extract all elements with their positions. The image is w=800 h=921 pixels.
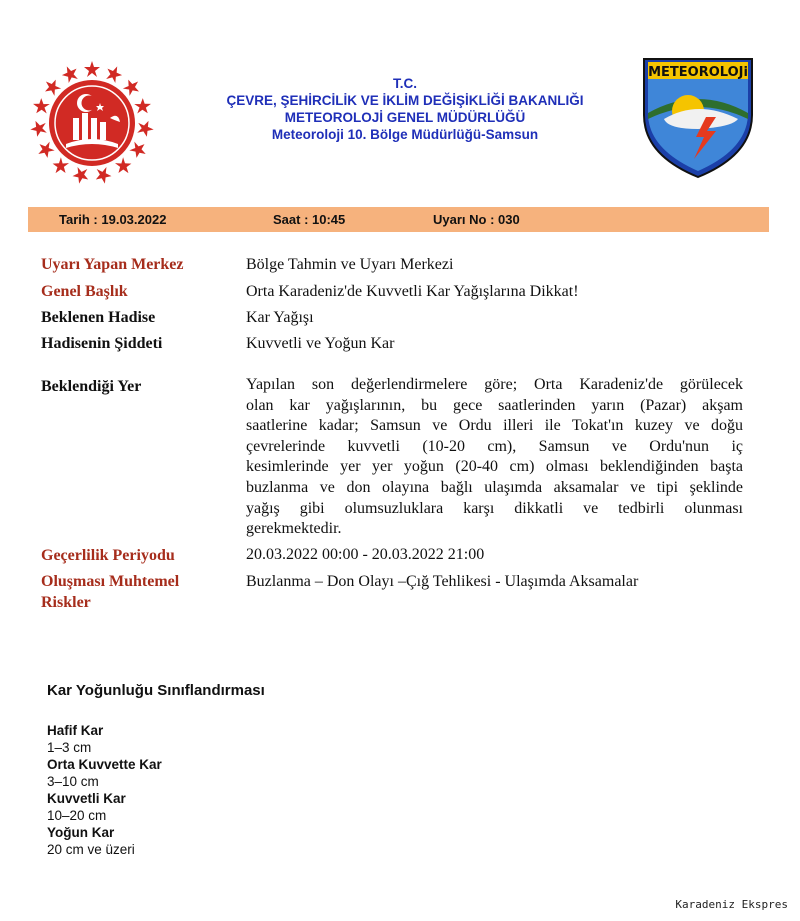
place-label: Beklendiği Yer xyxy=(41,378,142,395)
event-label: Beklenen Hadise xyxy=(41,309,156,326)
event-value: Kar Yağışı xyxy=(246,309,314,326)
place-line: Yapılan son değerlendirmelere göre; Orta Karadeniz'de görülecek xyxy=(246,376,743,393)
risks-label-line1: Oluşması Muhtemel xyxy=(41,573,180,590)
source-credit: Karadeniz Ekspres xyxy=(675,898,788,911)
place-line: çevrelerinde kuvvetli (10-20 cm), Samsun ve Ordu'nun iç xyxy=(246,437,743,455)
center-value: Bölge Tahmin ve Uyarı Merkezi xyxy=(246,256,454,273)
title-label: Genel Başlık xyxy=(41,283,128,300)
warning-time: Saat : 10:45 xyxy=(273,212,346,227)
ministry-seal-icon xyxy=(28,58,156,188)
class-name: Orta Kuvvette Kar xyxy=(47,757,162,772)
class-name: Hafif Kar xyxy=(47,723,104,738)
class-range: 20 cm ve üzeri xyxy=(47,842,135,857)
header-titles xyxy=(190,75,620,143)
place-line: olan kar yağışlarının, bu gece saatlerinden yarın (Pazar) akşam xyxy=(246,396,743,414)
header-ministry: ÇEVRE, ŞEHİRCİLİK VE İKLİM DEĞİŞİKLİĞİ BAKANLIĞI xyxy=(226,93,584,108)
severity-label: Hadisenin Şiddeti xyxy=(41,335,163,352)
place-line: kesimlerinde yer yer yoğun (20-40 cm) olması beklendiğinden başta xyxy=(246,458,743,476)
place-line: saatlerine kadar; Samsun ve Ordu illeri ile Tokat'ın kuzey ve doğu xyxy=(246,417,743,435)
info-bar xyxy=(28,207,769,232)
validity-value: 20.03.2022 00:00 - 20.03.2022 21:00 xyxy=(246,546,485,563)
header-tc: T.C. xyxy=(392,76,417,91)
place-line: buzlanma ve don olayına bağlı ulaşımda aksamalar ve tipi şeklinde xyxy=(246,478,743,496)
class-name: Yoğun Kar xyxy=(47,825,115,840)
class-range: 3–10 cm xyxy=(47,774,99,789)
class-range: 10–20 cm xyxy=(47,808,107,823)
header-directorate: METEOROLOJİ GENEL MÜDÜRLÜĞÜ xyxy=(284,110,526,125)
header-regional: Meteoroloji 10. Bölge Müdürlüğü-Samsun xyxy=(271,127,539,142)
title-value: Orta Karadeniz'de Kuvvetli Kar Yağışlarına Dikkat! xyxy=(246,283,579,300)
warning-date: Tarih : 19.03.2022 xyxy=(59,212,167,227)
risks-label-line2: Riskler xyxy=(41,594,91,611)
classification-list xyxy=(47,722,162,858)
class-range: 1–3 cm xyxy=(47,740,92,755)
class-name: Kuvvetli Kar xyxy=(47,791,126,806)
logo-text: METEOROLOJi xyxy=(648,65,748,80)
risks-value: Buzlanma – Don Olayı –Çığ Tehlikesi - Ulaşımda Aksamalar xyxy=(246,573,639,590)
place-line: gerekmektedir. xyxy=(246,520,342,538)
classification-title: Kar Yoğunluğu Sınıflandırması xyxy=(47,682,265,699)
place-line: yağış gibi olumsuzluklara karşı dikkatli ve tedbirli olunması xyxy=(246,499,743,517)
validity-label: Geçerlilik Periyodu xyxy=(41,547,175,564)
place-description xyxy=(246,375,743,540)
meteorology-shield-icon xyxy=(640,55,756,180)
warning-number: Uyarı No : 030 xyxy=(433,212,520,227)
severity-value: Kuvvetli ve Yoğun Kar xyxy=(246,335,395,352)
center-label: Uyarı Yapan Merkez xyxy=(41,256,184,273)
